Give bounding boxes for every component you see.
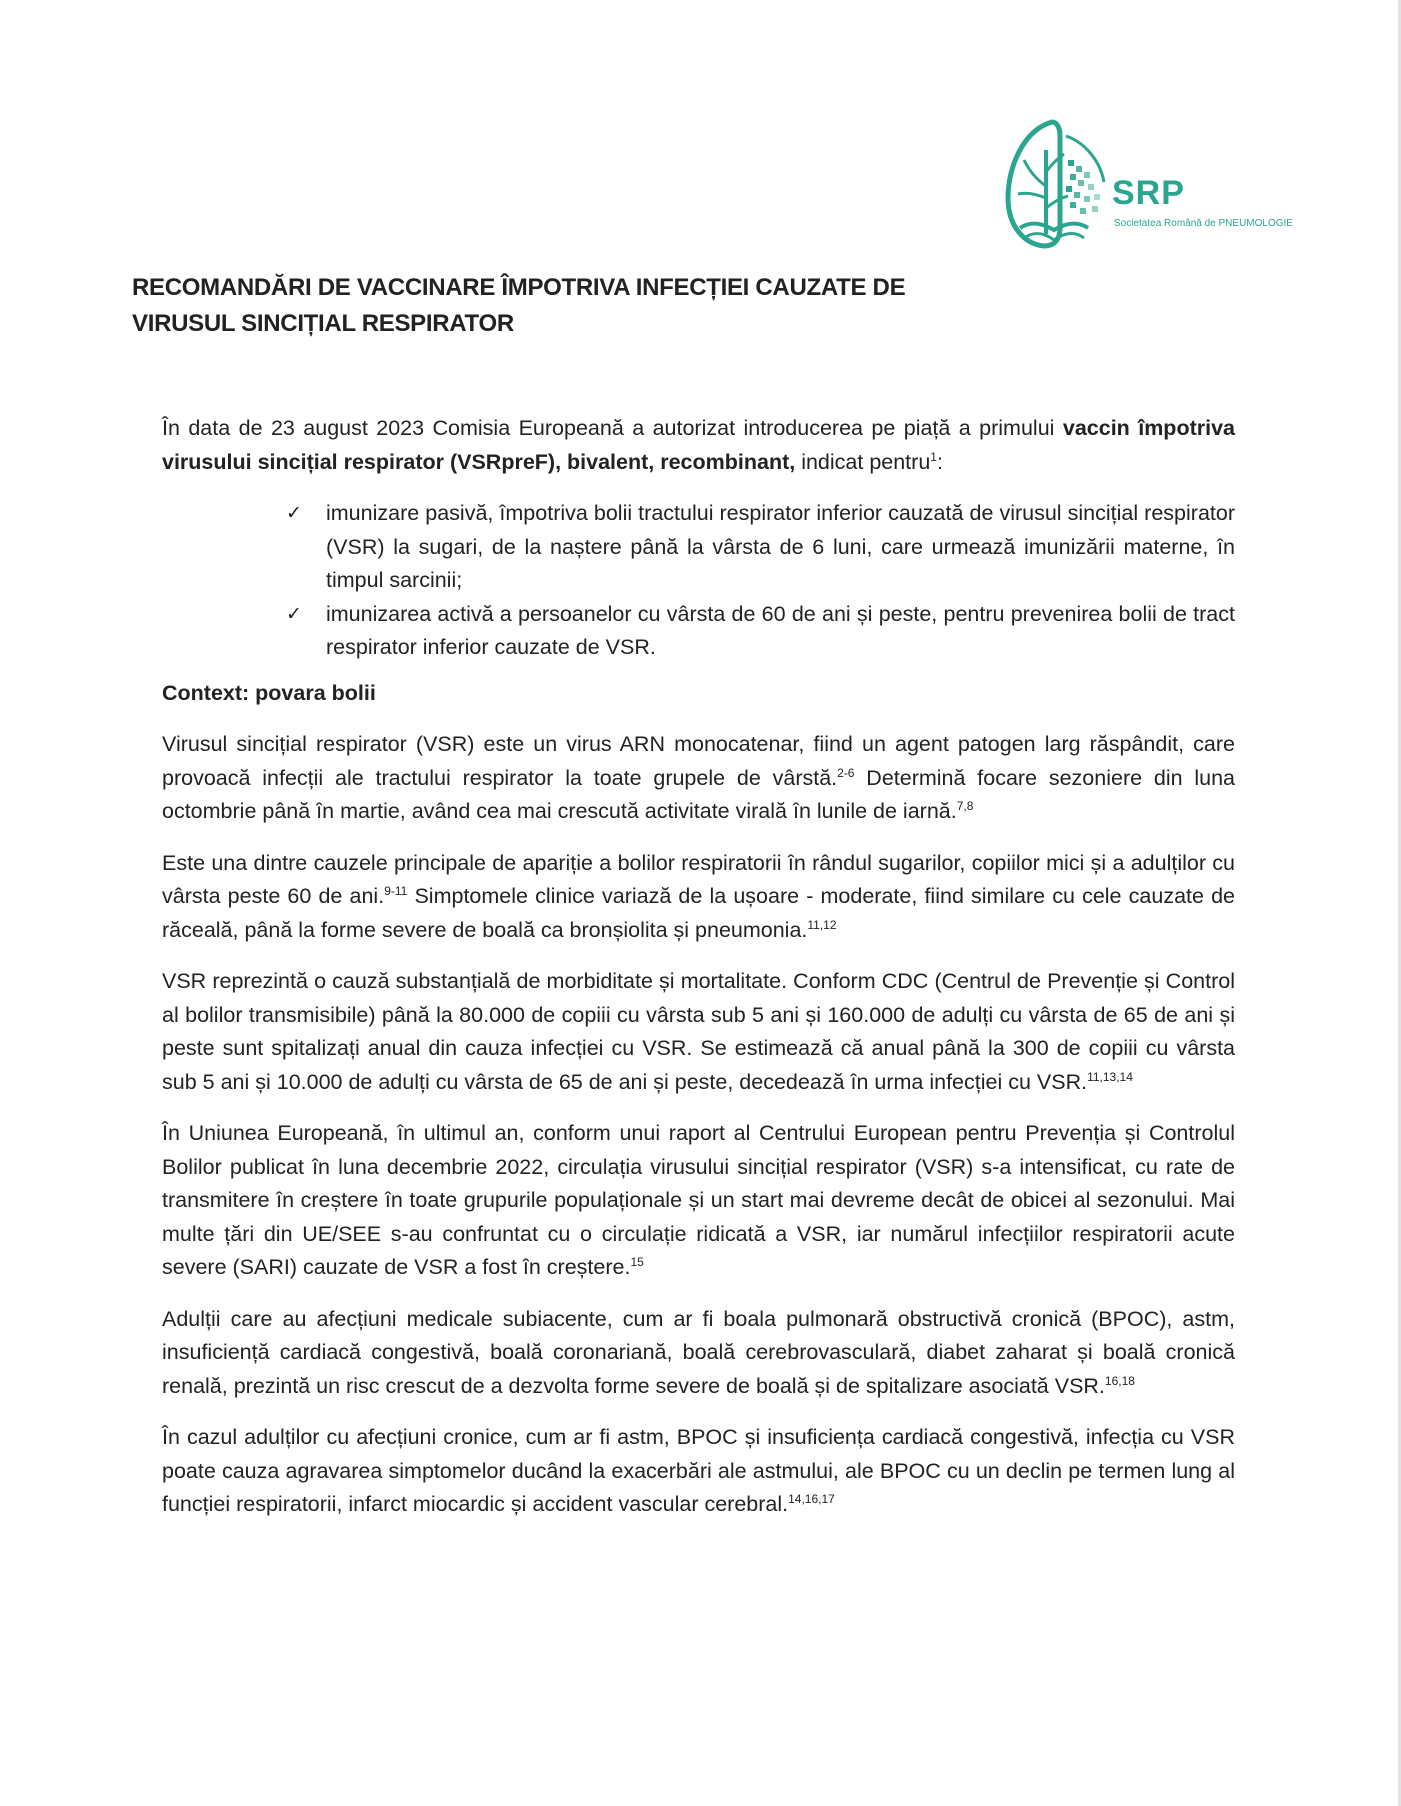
paragraph-text: Virusul sincițial respirator (VSR) este un virus ARN monocatenar, fiind un agent patogen larg răspândit, care provoacă infecții ale tractului respirator la toate grupele de vârstă.: [162, 732, 1235, 790]
paragraph-1: [162, 728, 1235, 829]
footnote-ref: 1: [930, 449, 937, 464]
footnote-ref: 11,12: [807, 917, 837, 932]
paragraph-text: În Uniunea Europeană, în ultimul an, conform unui raport al Centrului European pentru Prevenția și Controlul Bolilor publicat în luna decembrie 2022, circulația virusului sincițial respirator (VSR) s-a intensificat, cu rate de transmitere în creștere în toate grupurile populaționale și un start mai devreme decât de obicei al sezonului. Mai multe țări din UE/SEE s-au confruntat cu o circulație ridicată a VSR, iar numărul infecțiilor respiratorii acute severe (SARI) cauzate de VSR a fost în creștere.: [162, 1121, 1235, 1279]
paragraph-5: [162, 1303, 1235, 1404]
title-line-2: VIRUSUL SINCIȚIAL RESPIRATOR: [132, 310, 514, 337]
lungs-tree-logo-icon: [1004, 116, 1114, 252]
footnote-ref: 15: [630, 1254, 644, 1269]
paragraph-text: Este una dintre cauzele principale de apariție a bolilor respiratorii în rândul sugarilor, copiilor mici și a adulților cu vârsta peste 60 de ani.: [162, 850, 1235, 908]
title-line-1: RECOMANDĂRI DE VACCINARE ÎMPOTRIVA INFECȚIEI CAUZATE DE: [132, 274, 906, 301]
paragraph-text: VSR reprezintă o cauză substanțială de morbiditate și mortalitate. Conform CDC (Centrul de Prevenție și Control al bolilor transmisibile) până la 80.000 de copiii cu vârsta sub 5 ani și 160.000 de adulți cu vârsta de 65 de ani și peste sunt spitalizați anual din cauza infecției cu VSR. Se estimează că anual până la 300 de copiii cu vârsta sub 5 ani și 10.000 de adulți cu vârsta de 65 de ani și peste, decedează în urma infecției cu VSR.: [162, 969, 1235, 1094]
paragraph-4: [162, 1117, 1235, 1285]
paragraph-2: [162, 847, 1235, 948]
paragraph-6: [162, 1421, 1235, 1522]
paragraph-text: Adulții care au afecțiuni medicale subiacente, cum ar fi boala pulmonară obstructivă cronică (BPOC), astm, insuficiență cardiacă congestivă, boală coronariană, boală cerebrovasculară, diabet zaharat și boală cronică renală, prezintă un risc crescut de a dezvolta forme severe de boală și de spitalizare asociată VSR.: [162, 1306, 1235, 1398]
srp-logo: [1004, 116, 1334, 252]
list-item: [162, 497, 1235, 598]
logo-subtitle: Societatea Română de PNEUMOLOGIE: [1114, 218, 1293, 229]
list-item-text: imunizarea activă a persoanelor cu vârsta de 60 de ani și peste, pentru prevenirea bolii de tract respirator inferior cauzate de VSR.: [326, 601, 1235, 659]
intro-colon: :: [936, 449, 943, 474]
paragraph-text: Simptomele clinice variază de la ușoare - moderate, fiind similare cu cele cauzate de răceală, până la forme severe de boală ca bronșiolita și pneumonia.: [162, 884, 1236, 942]
intro-bold-vaccine: vaccin împotriva virusului sincițial respirator (VSRpreF): [162, 416, 1235, 474]
footnote-ref: 7,8: [956, 798, 974, 813]
paragraph-3: [162, 965, 1235, 1099]
document-body: [162, 412, 1235, 1540]
footnote-ref: 16,18: [1104, 1373, 1135, 1388]
intro-paragraph: [162, 412, 1235, 479]
footnote-ref: 14,16,17: [788, 1491, 835, 1506]
checkmark-icon: ✓: [286, 502, 302, 524]
list-item-text: imunizare pasivă, împotriva bolii tractului respirator inferior cauzată de virusul sincițial respirator (VSR) la sugari, de la naștere până la vârsta de 6 luni, care urmează imunizării materne, în timpul sarcinii;: [326, 501, 1235, 592]
logo-brand: SRP: [1112, 174, 1185, 212]
footnote-ref: 9-11: [384, 883, 408, 898]
indication-list: [162, 497, 1235, 665]
intro-text: În data de 23 august 2023 Comisia Europeană a autorizat introducerea pe piață a primului: [162, 416, 1063, 440]
footnote-ref: 2-6: [837, 765, 855, 780]
page-title: [132, 270, 952, 342]
intro-bold-type: , bivalent, recombinant,: [555, 449, 796, 474]
checkmark-icon: ✓: [286, 602, 302, 625]
section-heading: Context: povara bolii: [162, 680, 376, 705]
intro-text-2: indicat pentru: [795, 449, 931, 474]
paragraph-text: Determină focare sezoniere din luna octombrie până în martie, având cea mai crescută activitate virală în lunile de iarnă.: [162, 765, 1236, 823]
footnote-ref: 11,13,14: [1087, 1069, 1133, 1084]
paragraph-text: În cazul adulților cu afecțiuni cronice, cum ar fi astm, BPOC și insuficiența cardiacă congestivă, infecția cu VSR poate cauza agravarea simptomelor ducând la exacerbări ale astmului, ale BPOC cu un declin pe termen lung al funcției respiratorii, infarct miocardic și accident vascular cerebral.: [162, 1425, 1235, 1516]
list-item: [162, 598, 1235, 665]
